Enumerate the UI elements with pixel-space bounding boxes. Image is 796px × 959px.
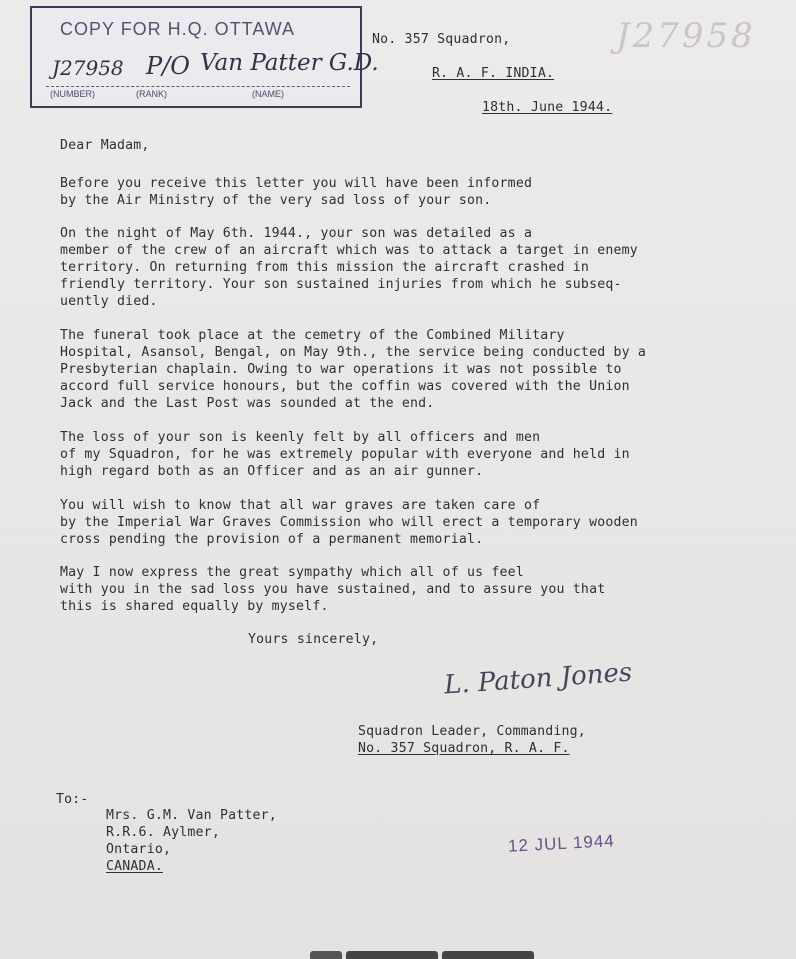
paragraph-3-line-3: Presbyterian chaplain. Owing to war operations it was not possible to bbox=[60, 362, 622, 377]
received-date-stamp: 12 JUL 1944 bbox=[507, 831, 616, 856]
header-unit: No. 357 Squadron, bbox=[372, 32, 511, 47]
to-label: To:- bbox=[56, 792, 89, 807]
paragraph-1-line-2: by the Air Ministry of the very sad loss of your son. bbox=[60, 193, 492, 208]
header-date: 18th. June 1944. bbox=[482, 100, 613, 115]
paragraph-1-line-1: Before you receive this letter you will have been informed bbox=[60, 176, 533, 191]
paragraph-2-line-3: territory. On returning from this mission the aircraft crashed in bbox=[60, 260, 590, 275]
page-tab[interactable] bbox=[310, 951, 342, 959]
paragraph-3-line-1: The funeral took place at the cemetry of the Combined Military bbox=[60, 328, 565, 343]
paragraph-4-line-1: The loss of your son is keenly felt by all officers and men bbox=[60, 430, 541, 445]
paragraph-3-line-2: Hospital, Asansol, Bengal, on May 9th., the service being conducted by a bbox=[60, 345, 647, 360]
stamp-label-name: (NAME) bbox=[252, 89, 284, 99]
page-tab[interactable] bbox=[442, 951, 534, 959]
stamp-number-handwritten: J27958 bbox=[52, 56, 124, 80]
paragraph-6-line-1: May I now express the great sympathy which all of us feel bbox=[60, 565, 524, 580]
address-line-3: Ontario, bbox=[106, 842, 172, 857]
stamp-rank-handwritten: P/O bbox=[146, 52, 190, 80]
paragraph-4-line-2: of my Squadron, for he was extremely popular with everyone and held in bbox=[60, 447, 630, 462]
paragraph-3-line-5: Jack and the Last Post was sounded at the end. bbox=[60, 396, 435, 411]
paragraph-6-line-2: with you in the sad loss you have sustained, and to assure you that bbox=[60, 582, 606, 597]
viewer-page-tabs[interactable] bbox=[310, 951, 534, 959]
paragraph-5-line-3: cross pending the provision of a permanent memorial. bbox=[60, 532, 484, 547]
address-line-1: Mrs. G.M. Van Patter, bbox=[106, 808, 277, 823]
paragraph-2-line-5: uently died. bbox=[60, 294, 158, 309]
stamp-label-rank: (RANK) bbox=[136, 89, 167, 99]
paragraph-5-line-1: You will wish to know that all war graves are taken care of bbox=[60, 498, 541, 513]
paragraph-3-line-4: accord full service honours, but the coffin was covered with the Union bbox=[60, 379, 630, 394]
paragraph-6-line-3: this is shared equally by myself. bbox=[60, 599, 329, 614]
signatory-title: Squadron Leader, Commanding, bbox=[358, 724, 586, 739]
stamp-name-handwritten: Van Patter G.D. bbox=[200, 50, 379, 76]
paragraph-4-line-3: high regard both as an Officer and as an air gunner. bbox=[60, 464, 484, 479]
handwritten-signature: L. Paton Jones bbox=[443, 657, 634, 701]
copy-stamp-box bbox=[30, 6, 379, 108]
address-line-2: R.R.6. Aylmer, bbox=[106, 825, 220, 840]
signatory-unit: No. 357 Squadron, R. A. F. bbox=[358, 741, 570, 756]
paragraph-2-line-1: On the night of May 6th. 1944., your son was detailed as a bbox=[60, 226, 533, 241]
paragraph-5-line-2: by the Imperial War Graves Commission who will erect a temporary wooden bbox=[60, 515, 638, 530]
stamp-header: COPY FOR H.Q. OTTAWA bbox=[60, 19, 296, 39]
paragraph-2-line-4: friendly territory. Your son sustained injuries from which he subseq- bbox=[60, 277, 622, 292]
page-tab-active[interactable] bbox=[346, 951, 438, 959]
address-line-4: CANADA. bbox=[106, 859, 163, 874]
salutation: Dear Madam, bbox=[60, 138, 150, 153]
paragraph-2-line-2: member of the crew of an aircraft which was to attack a target in enemy bbox=[60, 243, 638, 258]
stamp-label-number: (NUMBER) bbox=[50, 89, 95, 99]
stamp-fill-line bbox=[46, 86, 350, 87]
pencil-file-number: J27958 bbox=[616, 16, 756, 56]
closing: Yours sincerely, bbox=[248, 632, 379, 647]
header-location: R. A. F. INDIA. bbox=[432, 66, 555, 81]
